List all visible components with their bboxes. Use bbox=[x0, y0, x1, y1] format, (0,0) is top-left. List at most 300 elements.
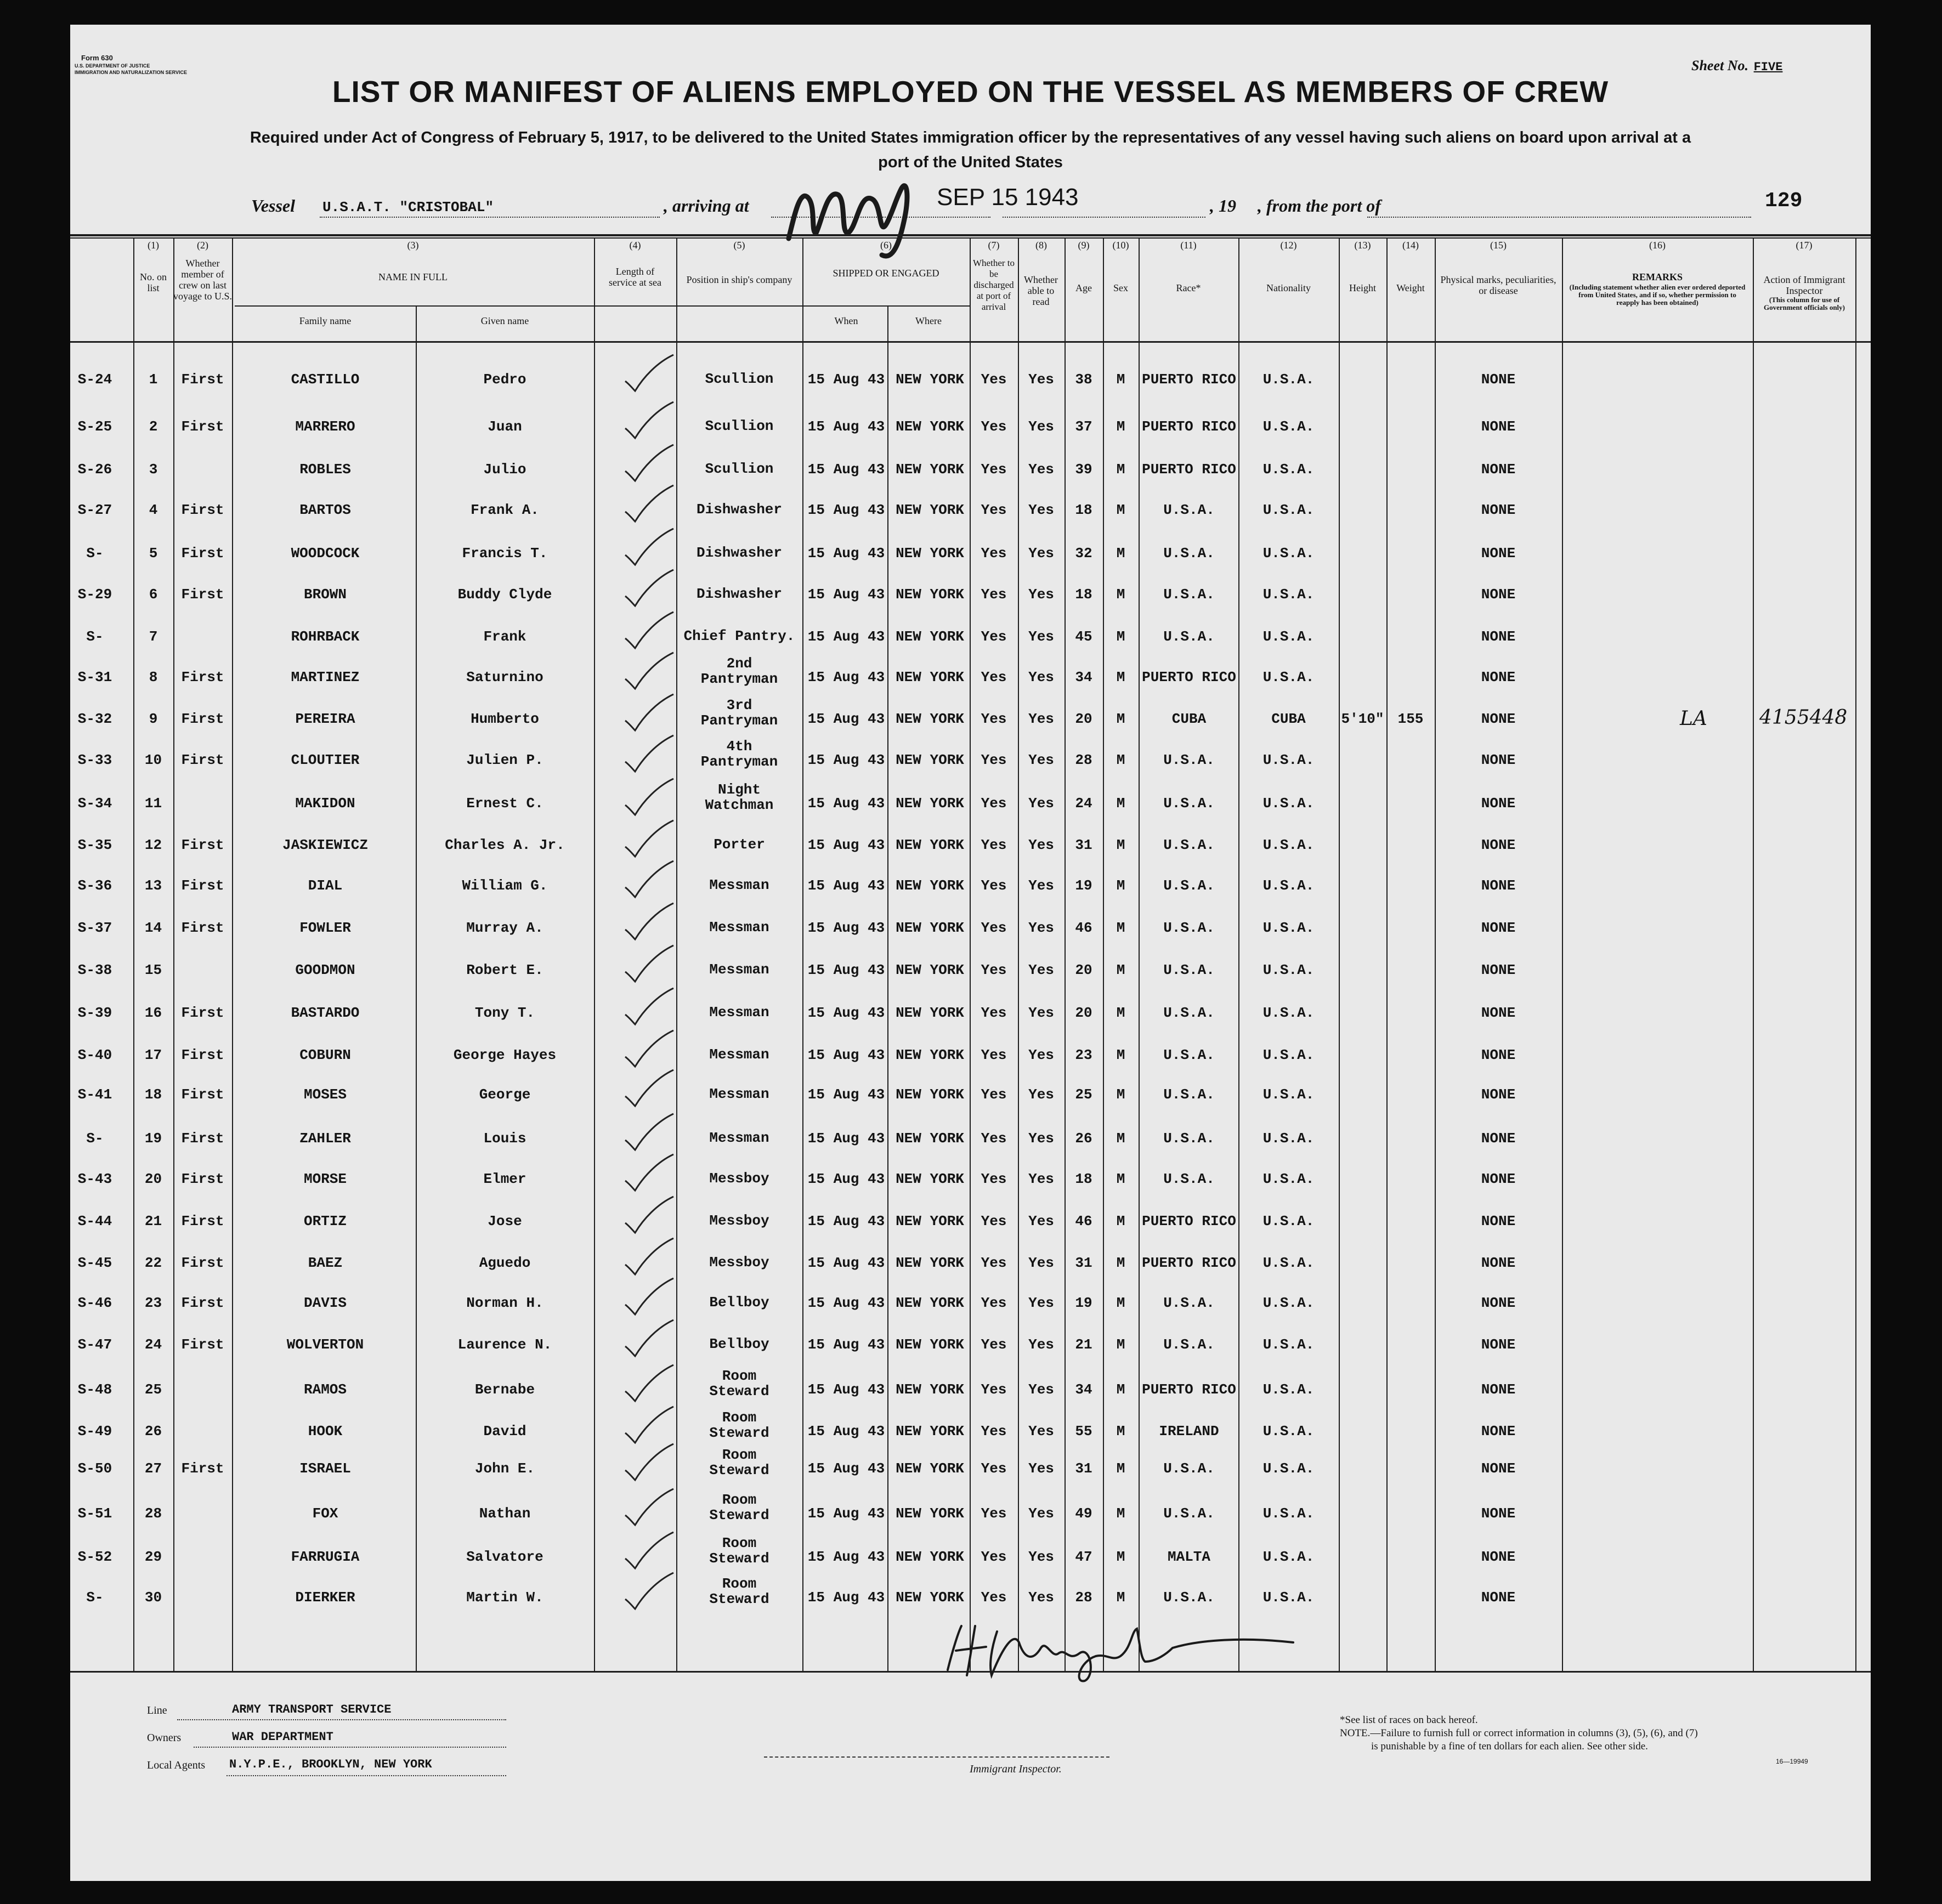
cell-discharged: Yes bbox=[981, 1295, 1007, 1311]
cell-marks: NONE bbox=[1481, 371, 1516, 388]
cell-family: COBURN bbox=[299, 1047, 351, 1063]
cell-no: 24 bbox=[144, 1336, 162, 1353]
cell-race: U.S.A. bbox=[1163, 1295, 1215, 1311]
cell-voyage: First bbox=[181, 711, 224, 727]
cell-race: U.S.A. bbox=[1163, 1086, 1215, 1103]
cell-where: NEW YORK bbox=[896, 545, 964, 562]
cell-race: U.S.A. bbox=[1163, 1130, 1215, 1147]
race-footnote: *See list of races on back hereof. bbox=[1340, 1714, 1478, 1726]
cell-read: Yes bbox=[1028, 628, 1054, 645]
cell-marks: NONE bbox=[1481, 586, 1516, 603]
col-head-given-name: Given name bbox=[480, 315, 529, 326]
col-num-3: (3) bbox=[407, 240, 419, 251]
col-head-able-to-read: Whether able to read bbox=[1024, 274, 1058, 307]
col-head-when: When bbox=[834, 315, 858, 326]
subtitle-line-2: port of the United States bbox=[878, 154, 1063, 171]
cell-discharged: Yes bbox=[981, 502, 1007, 518]
cell-read: Yes bbox=[1028, 1171, 1054, 1187]
cell-age: 18 bbox=[1075, 586, 1092, 603]
cell-race: PUERTO RICO bbox=[1142, 669, 1236, 685]
cell-where: NEW YORK bbox=[896, 418, 964, 435]
cell-when: 15 Aug 43 bbox=[807, 920, 885, 936]
cell-family: ROBLES bbox=[299, 461, 351, 478]
cell-read: Yes bbox=[1028, 1047, 1054, 1063]
cell-position: Pantryman bbox=[700, 753, 778, 770]
cell-when: 15 Aug 43 bbox=[807, 837, 885, 853]
cell-position: Chief Pantry. bbox=[683, 628, 795, 644]
cell-age: 20 bbox=[1075, 711, 1092, 727]
cell-family: MOSES bbox=[303, 1086, 347, 1103]
cell-no: 5 bbox=[149, 545, 158, 562]
cell-voyage: First bbox=[181, 752, 224, 768]
cell-read: Yes bbox=[1028, 920, 1054, 936]
cell-position: Night bbox=[717, 781, 761, 798]
service-check-mark bbox=[619, 483, 679, 527]
col-num-13: (13) bbox=[1354, 240, 1371, 251]
cell-family: CLOUTIER bbox=[291, 752, 360, 768]
cell-nationality: U.S.A. bbox=[1262, 628, 1315, 645]
col-num-4: (4) bbox=[629, 240, 641, 251]
cell-given: Louis bbox=[483, 1130, 526, 1147]
cell-position: Porter bbox=[714, 836, 765, 853]
col-num-17: (17) bbox=[1796, 240, 1813, 251]
from-port-label: , from the port of bbox=[1258, 196, 1381, 216]
col-num-12: (12) bbox=[1280, 240, 1297, 251]
cell-marks: NONE bbox=[1481, 1336, 1516, 1353]
cell-sex: M bbox=[1116, 795, 1125, 812]
service-check-mark bbox=[619, 353, 679, 396]
cell-read: Yes bbox=[1028, 502, 1054, 518]
cell-given: Bernabe bbox=[474, 1381, 535, 1398]
cell-position: Steward bbox=[709, 1425, 769, 1441]
cell-race: U.S.A. bbox=[1163, 586, 1215, 603]
cell-height: 5'10" bbox=[1341, 711, 1384, 727]
cell-race: U.S.A. bbox=[1163, 1336, 1215, 1353]
cell-marks: NONE bbox=[1481, 502, 1516, 518]
cell-voyage: First bbox=[181, 545, 224, 562]
cell-marks: NONE bbox=[1481, 1255, 1516, 1271]
cell-ref: S-24 bbox=[77, 371, 112, 388]
cell-voyage: First bbox=[181, 1130, 224, 1147]
cell-sex: M bbox=[1116, 1086, 1125, 1103]
cell-nationality: U.S.A. bbox=[1262, 920, 1315, 936]
cell-nationality: U.S.A. bbox=[1262, 962, 1315, 978]
cell-where: NEW YORK bbox=[896, 1086, 964, 1103]
cell-age: 21 bbox=[1075, 1336, 1092, 1353]
cell-family: BARTOS bbox=[299, 502, 351, 518]
cell-age: 18 bbox=[1075, 502, 1092, 518]
cell-nationality: U.S.A. bbox=[1262, 1130, 1315, 1147]
cell-race: PUERTO RICO bbox=[1142, 1381, 1236, 1398]
cell-marks: NONE bbox=[1481, 461, 1516, 478]
page-title: LIST OR MANIFEST OF ALIENS EMPLOYED ON THE VESSEL AS MEMBERS OF CREW bbox=[332, 75, 1609, 109]
service-check-mark bbox=[619, 1236, 679, 1280]
cell-given: Norman H. bbox=[466, 1295, 543, 1311]
cell-where: NEW YORK bbox=[896, 1255, 964, 1271]
cell-given: Martin W. bbox=[466, 1589, 543, 1606]
cell-race: PUERTO RICO bbox=[1142, 461, 1236, 478]
cell-discharged: Yes bbox=[981, 586, 1007, 603]
cell-given: John E. bbox=[474, 1460, 535, 1477]
service-check-mark bbox=[619, 526, 679, 570]
cell-race: CUBA bbox=[1171, 711, 1207, 727]
col-num-16: (16) bbox=[1649, 240, 1666, 251]
cell-voyage: First bbox=[181, 418, 224, 435]
cell-sex: M bbox=[1116, 1005, 1125, 1021]
cell-family: WOODCOCK bbox=[291, 545, 360, 562]
cell-given: Robert E. bbox=[466, 962, 543, 978]
col-head-remarks-note: (Including statement whether alien ever ordered deported from United States, and if so, whether permission to reapply has been obtained) bbox=[1569, 283, 1746, 307]
cell-sex: M bbox=[1116, 962, 1125, 978]
cell-no: 19 bbox=[144, 1130, 162, 1147]
cell-no: 4 bbox=[149, 502, 158, 518]
cell-where: NEW YORK bbox=[896, 669, 964, 685]
cell-nationality: U.S.A. bbox=[1262, 1423, 1315, 1440]
col-num-2: (2) bbox=[197, 240, 208, 251]
cell-age: 49 bbox=[1075, 1505, 1092, 1522]
service-check-mark bbox=[619, 859, 679, 903]
cell-when: 15 Aug 43 bbox=[807, 752, 885, 768]
cell-read: Yes bbox=[1028, 962, 1054, 978]
cell-when: 15 Aug 43 bbox=[807, 1505, 885, 1522]
cell-given: William G. bbox=[462, 877, 548, 894]
cell-race: U.S.A. bbox=[1163, 1047, 1215, 1063]
cell-when: 15 Aug 43 bbox=[807, 461, 885, 478]
service-check-mark bbox=[619, 692, 679, 736]
cell-read: Yes bbox=[1028, 1423, 1054, 1440]
col-head-weight: Weight bbox=[1396, 282, 1425, 293]
service-check-mark bbox=[619, 568, 679, 611]
cell-marks: NONE bbox=[1481, 711, 1516, 727]
cell-ref: S-36 bbox=[77, 877, 112, 894]
cell-sex: M bbox=[1116, 628, 1125, 645]
service-check-mark bbox=[619, 1363, 679, 1407]
cell-marks: NONE bbox=[1481, 1505, 1516, 1522]
cell-nationality: U.S.A. bbox=[1262, 371, 1315, 388]
cell-voyage: First bbox=[181, 920, 224, 936]
cell-family: ORTIZ bbox=[303, 1213, 347, 1229]
cell-ref: S-34 bbox=[77, 795, 112, 812]
cell-discharged: Yes bbox=[981, 1423, 1007, 1440]
cell-where: NEW YORK bbox=[896, 1295, 964, 1311]
cell-nationality: U.S.A. bbox=[1262, 795, 1315, 812]
cell-age: 55 bbox=[1075, 1423, 1092, 1440]
cell-marks: NONE bbox=[1481, 1381, 1516, 1398]
cell-read: Yes bbox=[1028, 711, 1054, 727]
cell-voyage: First bbox=[181, 1047, 224, 1063]
cell-position: Steward bbox=[709, 1591, 769, 1607]
cell-age: 34 bbox=[1075, 669, 1092, 685]
cell-where: NEW YORK bbox=[896, 502, 964, 518]
cell-family: BROWN bbox=[303, 586, 347, 603]
cell-age: 31 bbox=[1075, 1460, 1092, 1477]
service-check-mark bbox=[619, 943, 679, 987]
cell-position: Watchman bbox=[705, 797, 774, 813]
cell-race: IRELAND bbox=[1159, 1423, 1219, 1440]
cell-position: Pantryman bbox=[700, 671, 778, 687]
cell-read: Yes bbox=[1028, 752, 1054, 768]
cell-position: Room bbox=[722, 1576, 757, 1592]
cell-discharged: Yes bbox=[981, 795, 1007, 812]
cell-race: MALTA bbox=[1167, 1549, 1210, 1565]
cell-voyage: First bbox=[181, 1295, 224, 1311]
service-check-mark bbox=[619, 1487, 679, 1531]
cell-no: 10 bbox=[144, 752, 162, 768]
cell-read: Yes bbox=[1028, 545, 1054, 562]
cell-position: Bellboy bbox=[709, 1294, 769, 1311]
cell-age: 39 bbox=[1075, 461, 1092, 478]
form-number: Form 630 bbox=[81, 54, 113, 62]
cell-read: Yes bbox=[1028, 1549, 1054, 1565]
cell-no: 16 bbox=[144, 1005, 162, 1021]
cell-where: NEW YORK bbox=[896, 1130, 964, 1147]
cell-sex: M bbox=[1116, 502, 1125, 518]
cell-read: Yes bbox=[1028, 837, 1054, 853]
cell-family: MARRERO bbox=[295, 418, 355, 435]
cell-discharged: Yes bbox=[981, 371, 1007, 388]
cell-nationality: U.S.A. bbox=[1262, 586, 1315, 603]
cell-ref: S-33 bbox=[77, 752, 112, 768]
cell-read: Yes bbox=[1028, 371, 1054, 388]
cell-where: NEW YORK bbox=[896, 1213, 964, 1229]
cell-discharged: Yes bbox=[981, 920, 1007, 936]
cell-when: 15 Aug 43 bbox=[807, 1171, 885, 1187]
cell-marks: NONE bbox=[1481, 837, 1516, 853]
cell-marks: NONE bbox=[1481, 545, 1516, 562]
manifest-sheet bbox=[70, 25, 1871, 1881]
cell-position: Room bbox=[722, 1409, 757, 1426]
cell-when: 15 Aug 43 bbox=[807, 1295, 885, 1311]
arriving-at-label: , arriving at bbox=[664, 196, 749, 216]
cell-sex: M bbox=[1116, 1381, 1125, 1398]
cell-age: 38 bbox=[1075, 371, 1092, 388]
cell-race: U.S.A. bbox=[1163, 752, 1215, 768]
cell-where: NEW YORK bbox=[896, 1047, 964, 1063]
cell-when: 15 Aug 43 bbox=[807, 1336, 885, 1353]
cell-sex: M bbox=[1116, 1589, 1125, 1606]
cell-read: Yes bbox=[1028, 1589, 1054, 1606]
cell-sex: M bbox=[1116, 545, 1125, 562]
cell-when: 15 Aug 43 bbox=[807, 371, 885, 388]
cell-read: Yes bbox=[1028, 1213, 1054, 1229]
cell-ref: S- bbox=[86, 1589, 104, 1606]
cell-marks: NONE bbox=[1481, 1130, 1516, 1147]
cell-family: FOWLER bbox=[299, 920, 351, 936]
cell-no: 23 bbox=[144, 1295, 162, 1311]
cell-position: Dishwasher bbox=[696, 586, 783, 602]
service-check-mark bbox=[619, 901, 679, 945]
cell-given: Tony T. bbox=[474, 1005, 535, 1021]
cell-position: Scullion bbox=[705, 461, 774, 477]
cell-race: U.S.A. bbox=[1163, 877, 1215, 894]
cell-race: U.S.A. bbox=[1163, 502, 1215, 518]
cell-no: 20 bbox=[144, 1171, 162, 1187]
cell-where: NEW YORK bbox=[896, 586, 964, 603]
col-head-no-on-list: No. on list bbox=[140, 271, 167, 293]
cell-action: 4155448 bbox=[1759, 706, 1848, 729]
cell-read: Yes bbox=[1028, 669, 1054, 685]
cell-position: Messman bbox=[709, 877, 769, 893]
cell-given: Humberto bbox=[471, 711, 539, 727]
cell-given: Nathan bbox=[479, 1505, 531, 1522]
col-num-8: (8) bbox=[1035, 240, 1047, 251]
cell-marks: NONE bbox=[1481, 877, 1516, 894]
cell-family: FOX bbox=[312, 1505, 338, 1522]
cell-sex: M bbox=[1116, 920, 1125, 936]
cell-race: U.S.A. bbox=[1163, 795, 1215, 812]
cell-when: 15 Aug 43 bbox=[807, 1130, 885, 1147]
cell-read: Yes bbox=[1028, 1086, 1054, 1103]
penalty-note-1: NOTE.—Failure to furnish full or correct information in columns (3), (5), (6), and (7) bbox=[1340, 1727, 1698, 1739]
cell-no: 28 bbox=[144, 1505, 162, 1522]
cell-nationality: U.S.A. bbox=[1262, 1505, 1315, 1522]
cell-ref: S-44 bbox=[77, 1213, 112, 1229]
cell-given: Salvatore bbox=[466, 1549, 543, 1565]
cell-when: 15 Aug 43 bbox=[807, 628, 885, 645]
cell-sex: M bbox=[1116, 1047, 1125, 1063]
cell-marks: NONE bbox=[1481, 1460, 1516, 1477]
cell-ref: S-51 bbox=[77, 1505, 112, 1522]
cell-given: George bbox=[479, 1086, 531, 1103]
cell-marks: NONE bbox=[1481, 1086, 1516, 1103]
cell-age: 19 bbox=[1075, 877, 1092, 894]
cell-discharged: Yes bbox=[981, 461, 1007, 478]
cell-when: 15 Aug 43 bbox=[807, 545, 885, 562]
col-head-shipped-engaged: SHIPPED OR ENGAGED bbox=[833, 268, 939, 279]
cell-nationality: U.S.A. bbox=[1262, 1295, 1315, 1311]
col-head-sex: Sex bbox=[1113, 282, 1128, 293]
cell-marks: NONE bbox=[1481, 1295, 1516, 1311]
cell-nationality: U.S.A. bbox=[1262, 1086, 1315, 1103]
cell-where: NEW YORK bbox=[896, 371, 964, 388]
cell-marks: NONE bbox=[1481, 1213, 1516, 1229]
cell-age: 24 bbox=[1075, 795, 1092, 812]
service-check-mark bbox=[619, 1571, 679, 1614]
cell-sex: M bbox=[1116, 1171, 1125, 1187]
col-num-6: (6) bbox=[880, 240, 892, 251]
service-check-mark bbox=[619, 1068, 679, 1112]
col-head-action: Action of Immigrant Inspector bbox=[1763, 274, 1845, 296]
cell-nationality: U.S.A. bbox=[1262, 669, 1315, 685]
cell-where: NEW YORK bbox=[896, 1460, 964, 1477]
cell-when: 15 Aug 43 bbox=[807, 418, 885, 435]
cell-nationality: U.S.A. bbox=[1262, 1381, 1315, 1398]
cell-no: 9 bbox=[149, 711, 158, 727]
cell-discharged: Yes bbox=[981, 1549, 1007, 1565]
cell-ref: S-25 bbox=[77, 418, 112, 435]
col-num-11: (11) bbox=[1180, 240, 1197, 251]
cell-read: Yes bbox=[1028, 461, 1054, 478]
cell-voyage: First bbox=[181, 669, 224, 685]
cell-where: NEW YORK bbox=[896, 795, 964, 812]
cell-where: NEW YORK bbox=[896, 877, 964, 894]
cell-marks: NONE bbox=[1481, 795, 1516, 812]
cell-marks: NONE bbox=[1481, 1171, 1516, 1187]
cell-given: Frank bbox=[483, 628, 526, 645]
cell-where: NEW YORK bbox=[896, 1589, 964, 1606]
cell-given: Elmer bbox=[483, 1171, 526, 1187]
cell-given: Juan bbox=[488, 418, 522, 435]
cell-position: Messman bbox=[709, 1046, 769, 1063]
cell-where: NEW YORK bbox=[896, 1549, 964, 1565]
cell-discharged: Yes bbox=[981, 1213, 1007, 1229]
col-num-5: (5) bbox=[733, 240, 745, 251]
cell-remarks: LA bbox=[1680, 707, 1707, 730]
cell-where: NEW YORK bbox=[896, 461, 964, 478]
cell-given: Charles A. Jr. bbox=[445, 837, 565, 853]
cell-age: 34 bbox=[1075, 1381, 1092, 1398]
cell-discharged: Yes bbox=[981, 1086, 1007, 1103]
cell-nationality: U.S.A. bbox=[1262, 1460, 1315, 1477]
cell-read: Yes bbox=[1028, 1005, 1054, 1021]
cell-position: Room bbox=[722, 1368, 757, 1384]
cell-where: NEW YORK bbox=[896, 752, 964, 768]
cell-no: 21 bbox=[144, 1213, 162, 1229]
cell-ref: S-47 bbox=[77, 1336, 112, 1353]
cell-no: 18 bbox=[144, 1086, 162, 1103]
cell-family: MARTINEZ bbox=[291, 669, 360, 685]
cell-ref: S-38 bbox=[77, 962, 112, 978]
cell-no: 22 bbox=[144, 1255, 162, 1271]
cell-marks: NONE bbox=[1481, 1589, 1516, 1606]
cell-where: NEW YORK bbox=[896, 711, 964, 727]
col-head-physical-marks: Physical marks, peculiarities, or disease bbox=[1440, 274, 1556, 296]
cell-when: 15 Aug 43 bbox=[807, 795, 885, 812]
cell-age: 28 bbox=[1075, 1589, 1092, 1606]
cell-race: U.S.A. bbox=[1163, 628, 1215, 645]
line-label: Line bbox=[147, 1704, 167, 1716]
cell-position: Scullion bbox=[705, 418, 774, 434]
cell-given: Murray A. bbox=[466, 920, 543, 936]
page-number: 129 bbox=[1765, 189, 1803, 213]
cell-ref: S-31 bbox=[77, 669, 112, 685]
cell-voyage: First bbox=[181, 1171, 224, 1187]
cell-nationality: U.S.A. bbox=[1262, 1336, 1315, 1353]
cell-voyage: First bbox=[181, 1086, 224, 1103]
cell-position: 3rd bbox=[726, 697, 752, 713]
cell-sex: M bbox=[1116, 1213, 1125, 1229]
col-head-race: Race* bbox=[1176, 282, 1201, 293]
inspector-signature bbox=[915, 1610, 1310, 1692]
cell-age: 31 bbox=[1075, 837, 1092, 853]
cell-no: 7 bbox=[149, 628, 158, 645]
cell-discharged: Yes bbox=[981, 1171, 1007, 1187]
local-agents-label: Local Agents bbox=[147, 1759, 206, 1771]
cell-when: 15 Aug 43 bbox=[807, 711, 885, 727]
cell-when: 15 Aug 43 bbox=[807, 877, 885, 894]
cell-no: 6 bbox=[149, 586, 158, 603]
cell-family: FARRUGIA bbox=[291, 1549, 360, 1565]
cell-position: Messman bbox=[709, 961, 769, 978]
cell-when: 15 Aug 43 bbox=[807, 1460, 885, 1477]
cell-read: Yes bbox=[1028, 418, 1054, 435]
cell-when: 15 Aug 43 bbox=[807, 1255, 885, 1271]
cell-given: Ernest C. bbox=[466, 795, 543, 812]
cell-sex: M bbox=[1116, 1505, 1125, 1522]
cell-discharged: Yes bbox=[981, 545, 1007, 562]
cell-family: CASTILLO bbox=[291, 371, 360, 388]
sheet-number: Sheet No. FIVE bbox=[1691, 58, 1783, 74]
cell-sex: M bbox=[1116, 586, 1125, 603]
cell-where: NEW YORK bbox=[896, 1381, 964, 1398]
cell-age: 37 bbox=[1075, 418, 1092, 435]
cell-ref: S-49 bbox=[77, 1423, 112, 1440]
cell-family: BAEZ bbox=[308, 1255, 343, 1271]
cell-age: 19 bbox=[1075, 1295, 1092, 1311]
cell-given: George Hayes bbox=[453, 1047, 557, 1063]
cell-nationality: U.S.A. bbox=[1262, 1047, 1315, 1063]
cell-age: 18 bbox=[1075, 1171, 1092, 1187]
